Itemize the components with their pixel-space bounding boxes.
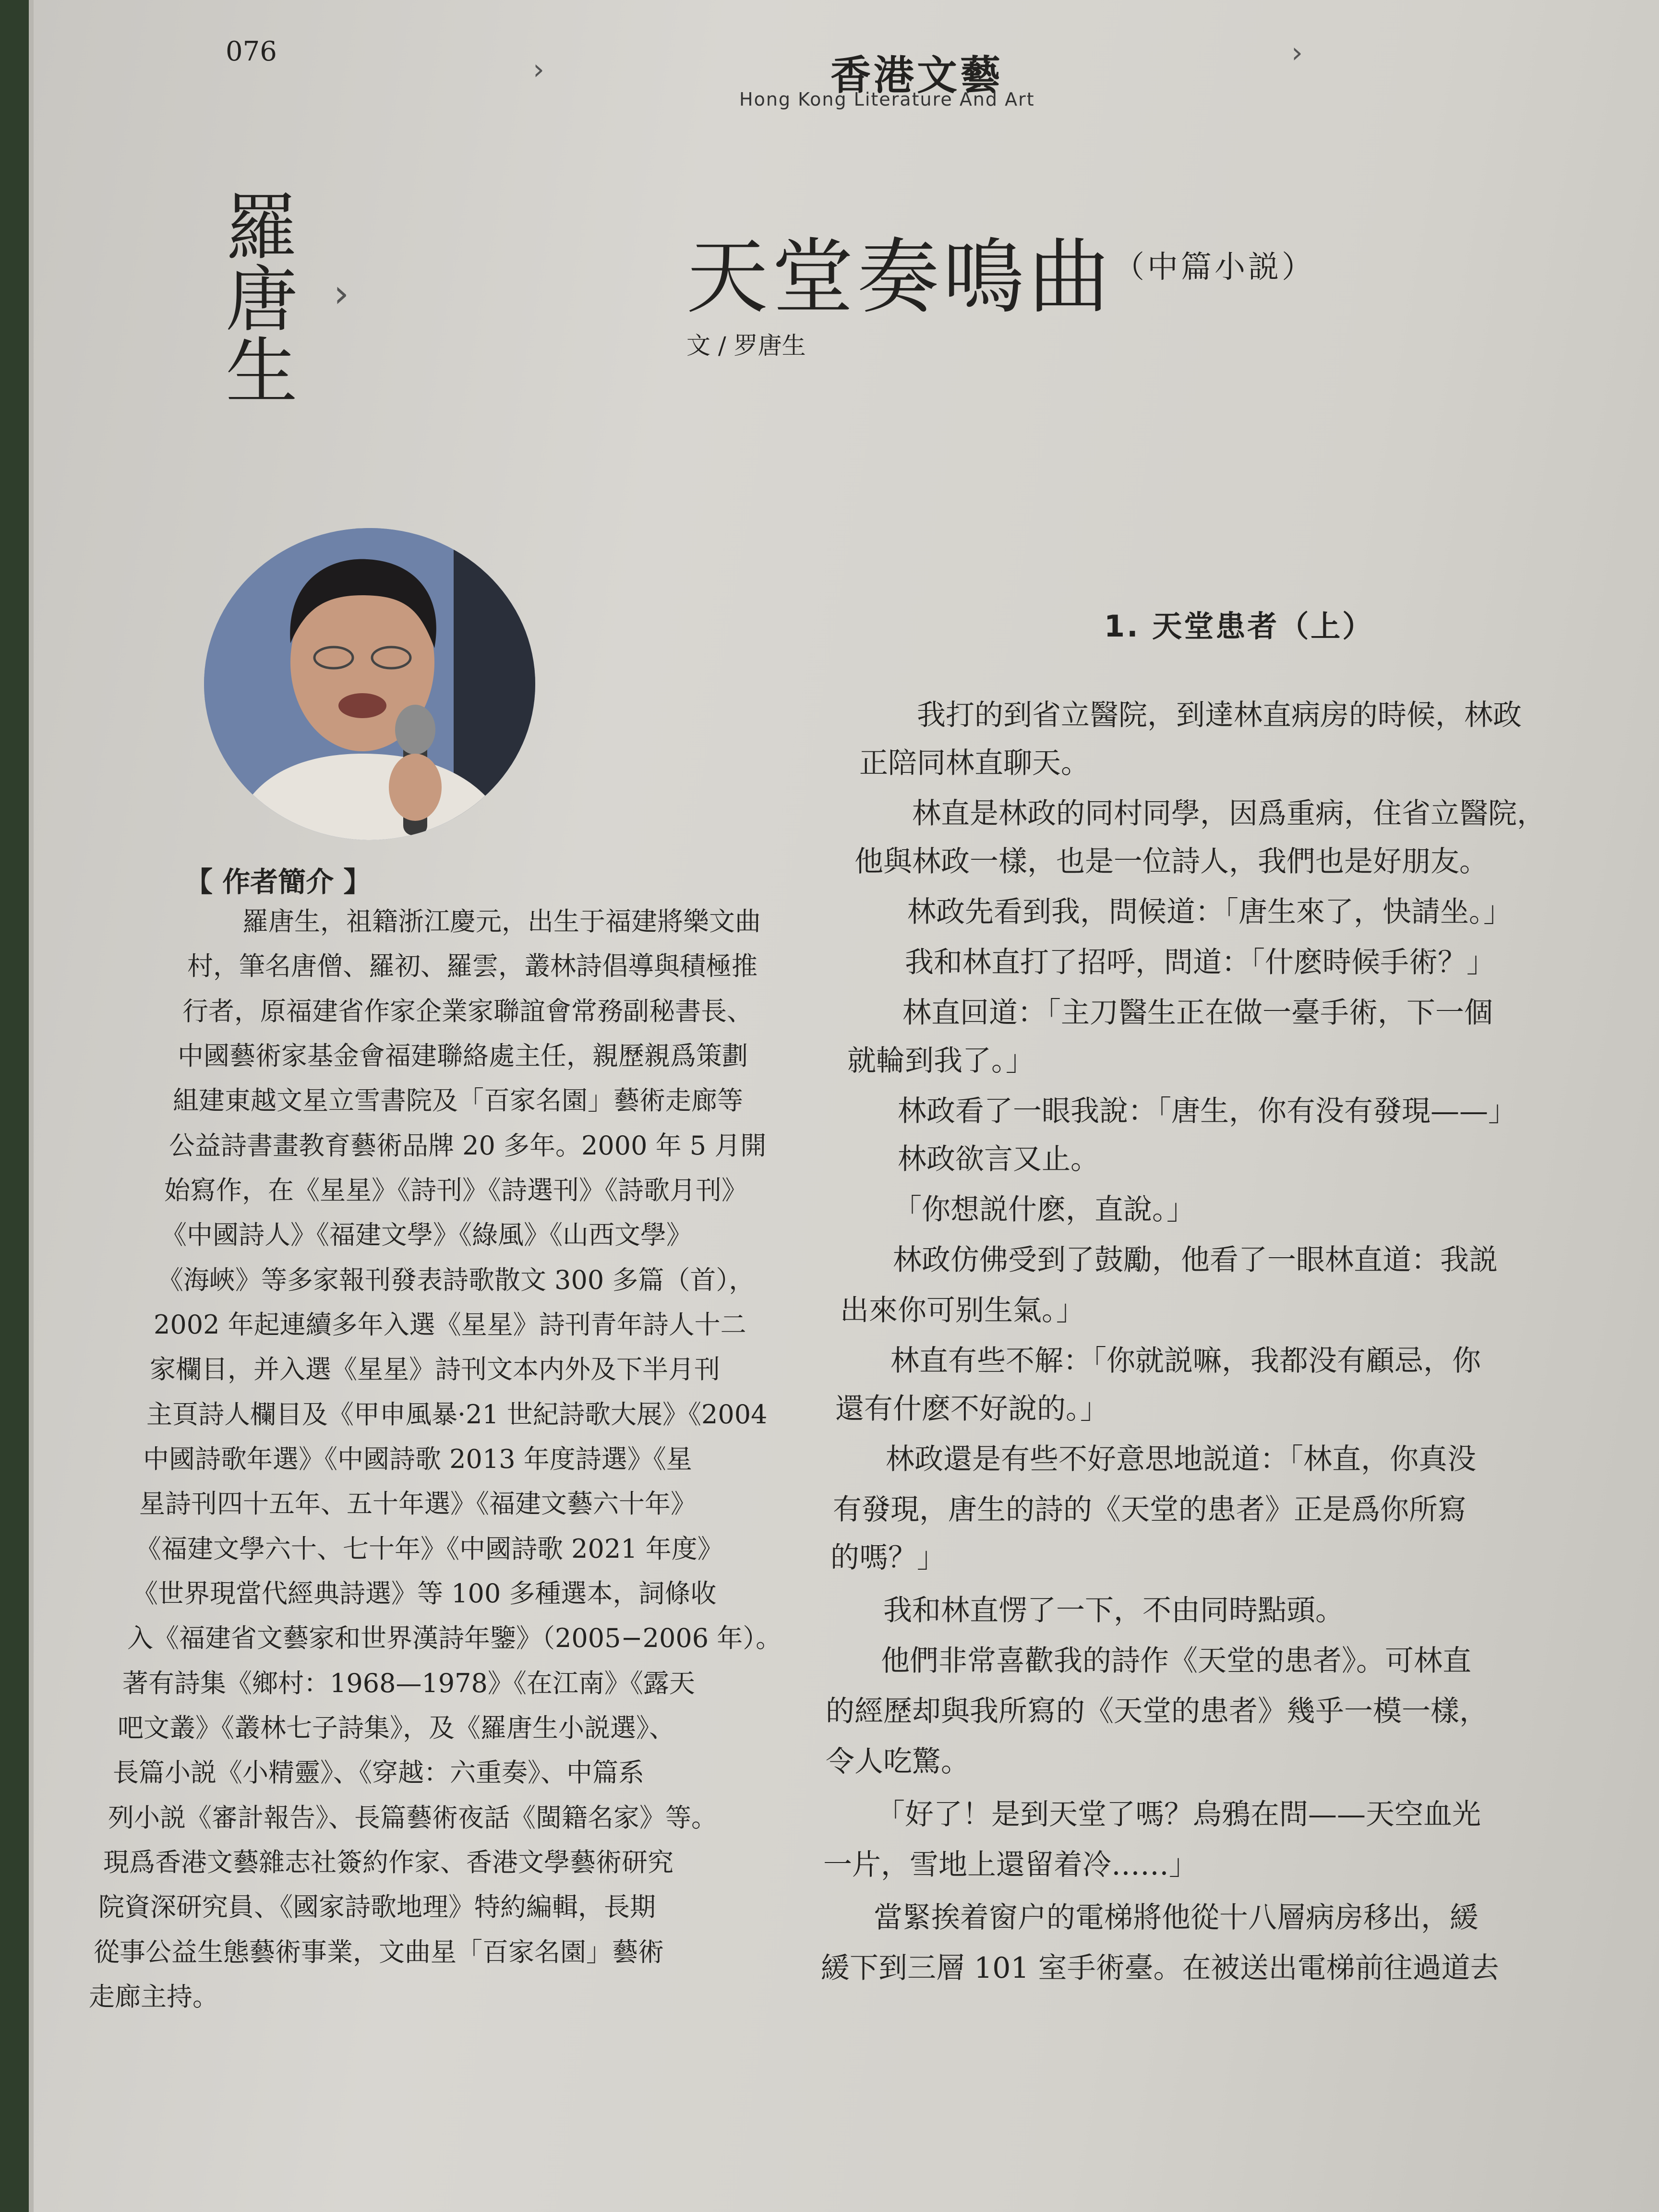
story-line: 令人吃驚。 [826, 1745, 970, 1779]
bio-line: 現爲香港文藝雜志社簽約作家、香港文學藝術研究 [103, 1847, 673, 1877]
bio-line: 《世界現當代經典詩選》等 100 多種選本，詞條收 [132, 1578, 717, 1609]
story-line: 「你想説什麽，直說。」 [893, 1193, 1195, 1226]
story-line: 當緊挨着窗户的電梯將他從十八層病房移出，緩 [874, 1901, 1479, 1935]
bio-line: 著有詩集《鄉村：1968—1978》《在江南》《露天 [122, 1668, 695, 1698]
story-line: 林直是林政的同村同學，因爲重病，住省立醫院， [912, 797, 1546, 830]
story-line: 林政欲言又止。 [898, 1142, 1099, 1176]
bio-line: 《中國詩人》《福建文學》《綠風》《山西文學》 [161, 1220, 692, 1250]
story-line: 正陪同林直聊天。 [859, 746, 1090, 780]
bio-line: 星詩刊四十五年、五十年選》《福建文藝六十年》 [139, 1489, 697, 1519]
bio-line: 中國藝術家基金會福建聯絡處主任，親歷親爲策劃 [178, 1041, 748, 1071]
story-line: 我和林直打了招呼，問道：「什麽時候手術？」 [905, 946, 1495, 979]
author-photo [204, 528, 535, 840]
story-line: 我和林直愣了一下，不由同時點頭。 [883, 1594, 1344, 1627]
author-char: 生 [225, 330, 298, 414]
bio-heading: 【 作者簡介 】 [185, 866, 372, 898]
bio-line: 行者，原福建省作家企業家聯誼會常務副秘書長、 [182, 996, 753, 1026]
author-char: 羅 [225, 186, 298, 270]
bio-line: 始寫作，在《星星》《詩刊》《詩選刊》《詩歌月刊》 [164, 1175, 747, 1205]
story-line: 林直回道：「主刀醫生正在做一臺手術，下一個 [902, 996, 1493, 1030]
story-line: 一片，雪地上還留着冷……」 [823, 1848, 1198, 1882]
article-byline: 文 / 罗唐生 [686, 332, 806, 360]
story-line: 林政先看到我，問候道：「唐生來了，快請坐。」 [907, 895, 1512, 929]
magazine-logo: 香港文藝 [830, 51, 1004, 99]
story-line: 林政還是有些不好意思地説道：「林直，你真没 [886, 1443, 1476, 1476]
bio-line: 家欄目，并入選《星星》詩刊文本内外及下半月刊 [150, 1354, 720, 1384]
story-line: 的經歷却與我所寫的《天堂的患者》幾乎一模一樣， [826, 1695, 1488, 1728]
author-name-vertical [221, 186, 302, 414]
bio-line: 吧文叢》《叢林七子詩集》，及《羅唐生小説選》、 [118, 1713, 675, 1743]
story-line: 出來你可别生氣。」 [840, 1294, 1085, 1327]
story-line: 「好了！是到天堂了嗎？烏鴉在問——天空血光 [876, 1798, 1481, 1831]
bio-line: 長篇小説《小精靈》、《穿越：六重奏》、中篇系 [113, 1757, 644, 1788]
story-line: 就輪到我了。」 [847, 1044, 1034, 1078]
chevron-right-icon: › [1291, 36, 1303, 70]
story-line: 我打的到省立醫院，到達林直病房的時候，林政 [917, 698, 1522, 732]
bio-line: 從事公益生態藝術事業，文曲星「百家名園」藝術 [94, 1937, 664, 1967]
bio-line: 中國詩歌年選》《中國詩歌 2013 年度詩選》《星 [143, 1444, 692, 1474]
article-title: 天堂奏鳴曲 [686, 230, 1114, 325]
story-line: 林政看了一眼我說：「唐生，你有没有發現——」 [898, 1094, 1517, 1128]
story-line: 有發現，唐生的詩的《天堂的患者》正是爲你所寫 [833, 1493, 1467, 1527]
person-with-microphone-icon [204, 528, 535, 840]
bio-line: 公益詩書畫教育藝術品牌 20 多年。2000 年 5 月開 [169, 1130, 767, 1161]
bio-line: 列小説《審計報告》、長篇藝術夜話《閩籍名家》等。 [108, 1803, 717, 1833]
bio-line: 組建東越文星立雪書院及「百家名園」藝術走廊等 [173, 1085, 743, 1116]
bio-line: 《海峽》等多家報刊發表詩歌散文 300 多篇（首）， [157, 1265, 755, 1295]
story-line: 的嗎？」 [830, 1541, 946, 1575]
chevron-right-icon: › [334, 271, 349, 316]
bio-line: 主頁詩人欄目及《甲申風暴·21 世紀詩歌大展》《2004 [146, 1399, 768, 1430]
bio-line: 羅唐生，祖籍浙江慶元，出生于福建將樂文曲 [242, 906, 761, 937]
story-line: 林政仿佛受到了鼓勵，他看了一眼林直道：我説 [893, 1243, 1498, 1277]
story-line: 林直有些不解：「你就説嘛，我都没有顧忌，你 [890, 1344, 1481, 1378]
bio-line: 院資深研究員、《國家詩歌地理》特約編輯，長期 [98, 1892, 656, 1922]
chevron-right-icon: › [533, 53, 544, 86]
author-char: 唐 [225, 258, 298, 342]
story-line: 還有什麽不好說的。」 [835, 1392, 1109, 1426]
story-line: 他們非常喜歡我的詩作《天堂的患者》。可林直 [881, 1644, 1471, 1678]
story-line: 緩下到三層 101 室手術臺。在被送出電梯前往過道去 [821, 1951, 1499, 1985]
magazine-subtitle: Hong Kong Literature And Art [739, 89, 1035, 110]
magazine-page [29, 0, 1659, 2212]
bio-line: 入《福建省文藝家和世界漢詩年鑒》（2005−2006 年）。 [127, 1623, 782, 1653]
section-heading: 1. 天堂患者（上） [1104, 609, 1374, 644]
bio-line: 走廊主持。 [89, 1982, 218, 2012]
page-number: 076 [226, 36, 277, 67]
story-line: 他與林政一樣，也是一位詩人，我們也是好朋友。 [854, 845, 1488, 878]
bio-line: 2002 年起連續多年入選《星星》詩刊青年詩人十二 [154, 1310, 746, 1340]
bio-line: 村，筆名唐僧、羅初、羅雲，叢林詩倡導與積極推 [187, 951, 757, 981]
bio-line: 《福建文學六十、七十年》《中國詩歌 2021 年度》 [135, 1534, 723, 1564]
article-genre: （中篇小説） [1114, 250, 1315, 285]
